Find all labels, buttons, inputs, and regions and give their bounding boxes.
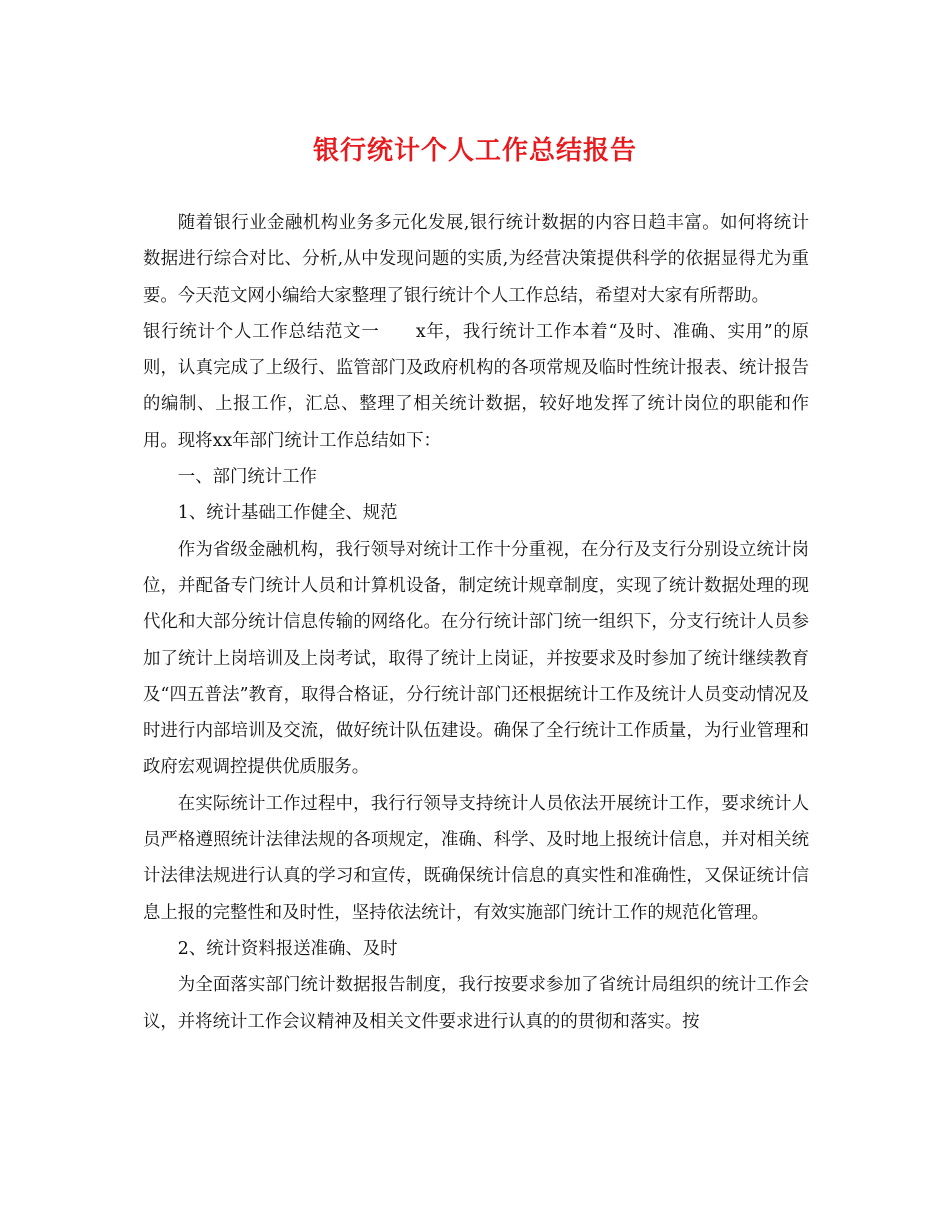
paragraph: 一、部门统计工作 — [177, 467, 317, 488]
paragraph: 作为省级金融机构，我行领导对统计工作十分重视，在分行及支行分别设立统计岗位，并配备专门统计人员和计算机设备，制定统计规章制度，实现了统计数据处理的现代化和大部分统计信息传输的网络化。在分行统计部门统一组织下，分支行统计人员参加了统计上岗培训及上岗考试，取得了统计上岗证，并按要求及时参加了统计继续教育及“四五普法”教育，取得合格证，分行统计部门还根据统计工作及统计人员变动情况及时进行内部培训及交流，做好统计队伍建设。确保了全行统计工作质量，为行业管理和政府宏观调控提供优质服务。 — [143, 539, 809, 778]
document-body — [143, 205, 809, 1040]
document-title: 银行统计个人工作总结报告 — [312, 136, 637, 166]
paragraph: 为全面落实部门统计数据报告制度，我行按要求参加了省统计局组织的统计工作会议，并将统计工作会议精神及相关文件要求进行认真的的贯彻和落实。按 — [143, 975, 809, 1032]
paragraph: 在实际统计工作过程中，我行行领导支持统计人员依法开展统计工作，要求统计人员严格遵照统计法律法规的各项规定，准确、科学、及时地上报统计信息，并对相关统计法律法规进行认真的学习和宣传，既确保统计信息的真实性和准确性，又保证统计信息上报的完整性和及时性，坚持依法统计，有效实施部门统计工作的规范化管理。 — [143, 793, 809, 923]
paragraph: 银行统计个人工作总结范文一 x年，我行统计工作本着“及时、准确、实用”的原则，认真完成了上级行、监管部门及政府机构的各项常规及临时性统计报表、统计报告的编制、上报工作，汇总、整理了相关统计数据，较好地发挥了统计岗位的职能和作用。现将xx年部门统计工作总结如下： — [143, 321, 809, 451]
paragraph: 随着银行业金融机构业务多元化发展,银行统计数据的内容日趋丰富。如何将统计数据进行综合对比、分析,从中发现问题的实质,为经营决策提供科学的依据显得尤为重要。今天范文网小编给大家整理了银行统计个人工作总结，希望对大家有所帮助。 — [143, 213, 809, 306]
paragraph: 2、统计资料报送准确、及时 — [177, 938, 398, 959]
paragraph: 1、统计基础工作健全、规范 — [177, 503, 398, 524]
